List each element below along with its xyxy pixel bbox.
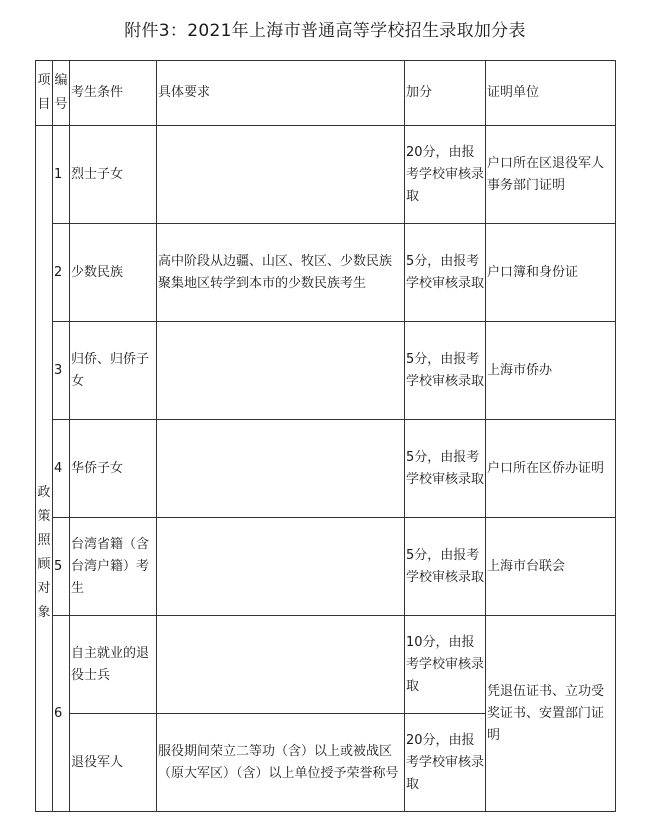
category-label: 政策照顾对象 bbox=[37, 484, 51, 620]
category-cell bbox=[36, 126, 53, 812]
row-bonus: 5分，由报考学校审核录取 bbox=[405, 224, 486, 322]
row-number: 2 bbox=[53, 224, 70, 322]
header-certifier: 证明单位 bbox=[486, 61, 616, 126]
row-condition: 烈士子女 bbox=[70, 126, 157, 224]
table-header-row bbox=[36, 61, 616, 126]
row-requirement bbox=[157, 126, 405, 224]
row-bonus: 20分，由报考学校审核录取 bbox=[405, 714, 486, 812]
header-category: 项目 bbox=[36, 61, 53, 126]
header-condition: 考生条件 bbox=[70, 61, 157, 126]
row-bonus: 5分，由报考学校审核录取 bbox=[405, 322, 486, 420]
row-number: 3 bbox=[53, 322, 70, 420]
row-requirement bbox=[157, 420, 405, 518]
row-requirement bbox=[157, 322, 405, 420]
table-row bbox=[36, 420, 616, 518]
table-row bbox=[36, 322, 616, 420]
table-row bbox=[36, 224, 616, 322]
row-certifier: 上海市侨办 bbox=[486, 322, 616, 420]
row-certifier: 户口所在区退役军人事务部门证明 bbox=[486, 126, 616, 224]
row-requirement bbox=[157, 518, 405, 616]
row-requirement: 高中阶段从边疆、山区、牧区、少数民族聚集地区转学到本市的少数民族考生 bbox=[157, 224, 405, 322]
table-row bbox=[36, 126, 616, 224]
header-requirement: 具体要求 bbox=[157, 61, 405, 126]
header-bonus: 加分 bbox=[405, 61, 486, 126]
row-requirement: 服役期间荣立二等功（含）以上或被战区（原大军区）（含）以上单位授予荣誉称号 bbox=[157, 714, 405, 812]
row-condition: 自主就业的退役士兵 bbox=[70, 616, 157, 714]
row-condition: 归侨、归侨子女 bbox=[70, 322, 157, 420]
page-title: 附件3：2021年上海市普通高等学校招生录取加分表 bbox=[124, 21, 526, 41]
row-condition: 退役军人 bbox=[70, 714, 157, 812]
row-certifier: 户口簿和身份证 bbox=[486, 224, 616, 322]
row-requirement bbox=[157, 616, 405, 714]
row-condition: 台湾省籍（含台湾户籍）考生 bbox=[70, 518, 157, 616]
bonus-table bbox=[35, 60, 616, 812]
row-number: 4 bbox=[53, 420, 70, 518]
table-row bbox=[36, 518, 616, 616]
row-condition: 华侨子女 bbox=[70, 420, 157, 518]
row-condition: 少数民族 bbox=[70, 224, 157, 322]
header-number: 编号 bbox=[53, 61, 70, 126]
table-row bbox=[36, 616, 616, 714]
row-number: 1 bbox=[53, 126, 70, 224]
row-certifier: 户口所在区侨办证明 bbox=[486, 420, 616, 518]
row-bonus: 10分，由报考学校审核录取 bbox=[405, 616, 486, 714]
row-certifier: 上海市台联会 bbox=[486, 518, 616, 616]
row-number: 6 bbox=[53, 616, 70, 812]
row-bonus: 5分，由报考学校审核录取 bbox=[405, 518, 486, 616]
row-number: 5 bbox=[53, 518, 70, 616]
row-bonus: 20分，由报考学校审核录取 bbox=[405, 126, 486, 224]
row-bonus: 5分，由报考学校审核录取 bbox=[405, 420, 486, 518]
row-certifier: 凭退伍证书、立功受奖证书、安置部门证明 bbox=[486, 616, 616, 812]
